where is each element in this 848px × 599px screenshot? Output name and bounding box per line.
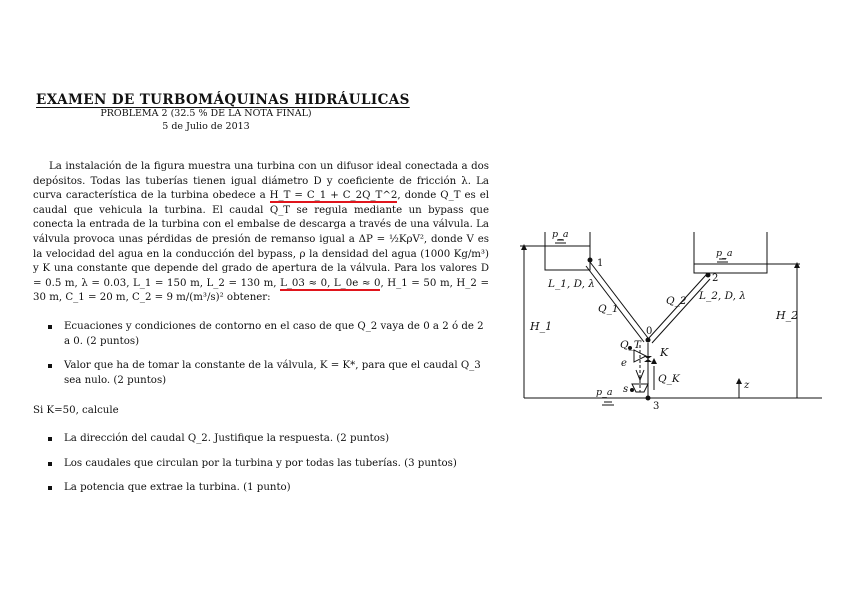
qk-arrowhead — [651, 358, 657, 364]
node-3-label: 3 — [653, 401, 660, 412]
exam-date: 5 de Julio de 2013 — [162, 121, 250, 132]
qk-label: Q_K — [658, 373, 680, 385]
pipe-2-label: L_2, D, λ — [699, 290, 746, 302]
z-label: z — [744, 380, 750, 391]
lengths-highlight: L_03 ≈ 0, L_0e ≈ 0 — [280, 277, 381, 289]
node-s — [630, 388, 634, 392]
node-1-label: 1 — [597, 258, 604, 269]
exam-title: EXAMEN DE TURBOMÁQUINAS HIDRÁULICAS — [36, 92, 410, 108]
problem-subtitle: PROBLEMA 2 (32.5 % DE LA NOTA FINAL) — [100, 108, 312, 119]
curve-equation-highlight: H_T = C_1 + C_2Q_T^2 — [269, 190, 398, 202]
pa-left-label: p_a — [552, 229, 569, 240]
node-2 — [706, 273, 711, 278]
qt-label: Q_T — [620, 339, 641, 351]
q1-label: Q_1 — [598, 303, 619, 315]
node-1 — [588, 258, 593, 263]
condition-line: Si K=50, calcule — [33, 405, 119, 416]
valve-k-label: K — [660, 346, 669, 359]
task-item: La potencia que extrae la turbina. (1 punto) — [46, 481, 492, 496]
node-3 — [646, 396, 651, 401]
pipe-1-a — [590, 262, 648, 338]
task-item: Los caudales que circulan por la turbina y por todas las tuberías. (3 puntos) — [46, 457, 492, 472]
pipe-2-a — [648, 275, 706, 339]
task-item: Ecuaciones y condiciones de contorno en el caso de que Q_2 vaya de 0 a 2 ó de 2 a 0. (2 puntos) — [46, 320, 492, 349]
pipe-2-b — [652, 279, 710, 343]
node-e-label: e — [621, 358, 627, 369]
statement-part-1: La instalación de la figura muestra una turbina con un difusor ideal conectada a dos depósitos. Todas las tuberías tienen igual diámetro D y coeficiente de fricción λ. La curva característica de la turbina obedece a — [33, 161, 489, 202]
statement-part-3: , H_1 = 50 m, H_2 = 30 m, C_1 = 20 m, C_2 = 9 m/(m³/s)² obtener: — [33, 277, 489, 304]
h2-label: H_2 — [776, 309, 799, 322]
node-s-label: s — [623, 384, 629, 395]
node-0 — [646, 338, 651, 343]
z-arrowhead — [736, 378, 742, 384]
q2-label: Q_2 — [666, 295, 687, 307]
node-2-label: 2 — [712, 273, 719, 284]
task-item: La dirección del caudal Q_2. Justifique la respuesta. (2 puntos) — [46, 432, 492, 447]
valve-icon — [644, 356, 652, 362]
node-0-label: 0 — [646, 326, 653, 337]
pa-bottom-label: p_a — [596, 387, 613, 398]
statement-part-2: , donde Q_T es el caudal que vehicula la turbina. El caudal Q_T se regula mediante un bypass que conecta la entrada de la turbina con el embalse de descarga a través de una válvula. La válvula provoca unas pérdidas de presión de remanso igual a ΔP = ½KρV², donde V es la velocidad del agua en la conducción del bypass, ρ la densidad del agua (1000 Kg/m³) y K una constante que depende del grado de apertura de la válvula. Para los valores D = 0.5 m, λ = 0.03, L_1 = 150 m, L_2 = 130 m, — [33, 190, 490, 289]
h1-label: H_1 — [530, 320, 553, 333]
pipe-1-label: L_1, D, λ — [548, 278, 595, 290]
task-item: Valor que ha de tomar la constante de la válvula, K = K*, para que el caudal Q_3 sea nulo. (2 puntos) — [46, 359, 492, 388]
pa-right-label: p_a — [716, 248, 733, 259]
